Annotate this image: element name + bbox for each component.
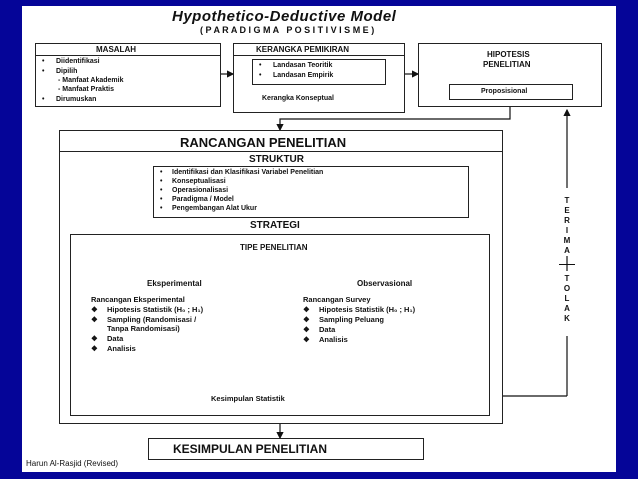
author-credit: Harun Al-Rasjid (Revised) [26, 459, 119, 468]
slide [22, 6, 616, 472]
left-item: Analisis [107, 344, 136, 353]
kesimpulan-statistik-label: Kesimpulan Statistik [211, 394, 285, 403]
tolak-letter: L [564, 294, 570, 303]
struktur-bullet: • [160, 169, 163, 176]
diagram-subtitle: ( P A R A D I G M A P O S I T I V I S M E ) [200, 25, 375, 35]
left-branch-label: Eksperimental [147, 279, 202, 288]
terima-tolak-divider [559, 264, 575, 265]
terima-letter: I [565, 226, 569, 235]
tolak-letter: A [564, 304, 570, 313]
diagram-title: Hypothetico-Deductive Model [172, 8, 397, 25]
struktur-title: STRUKTUR [249, 154, 304, 165]
rancangan-box [59, 130, 503, 424]
masalah-item: Dirumuskan [56, 96, 97, 103]
masalah-item: Dipilih [56, 68, 78, 75]
struktur-bullet: • [160, 196, 163, 203]
terima-letter: E [564, 206, 570, 215]
masalah-bullet: • [42, 96, 45, 103]
left-item: Data [107, 334, 124, 343]
struktur-item: Operasionalisasi [172, 187, 229, 194]
masalah-box [35, 43, 221, 107]
diamond-bullet: ❖ [91, 344, 98, 353]
right-item: Sampling Peluang [319, 315, 385, 324]
terima-letter: T [564, 196, 570, 205]
masalah-item: - Manfaat Akademik [58, 77, 124, 84]
right-item: Data [319, 325, 336, 334]
hipotesis-title-line2: PENELITIAN [483, 60, 531, 69]
right-item: Analisis [319, 335, 348, 344]
rancangan-title: RANCANGAN PENELITIAN [180, 135, 347, 150]
struktur-bullet: • [160, 187, 163, 194]
diamond-bullet: ❖ [303, 335, 310, 344]
kerangka-item: Landasan Empirik [273, 72, 334, 79]
right-branch-label: Observasional [357, 279, 413, 288]
terima-letter: R [564, 216, 570, 225]
diamond-bullet: ❖ [303, 315, 310, 324]
diamond-bullet: ❖ [303, 305, 310, 314]
right-design-title: Rancangan Survey [303, 295, 371, 304]
masalah-item: Diidentifikasi [56, 58, 100, 65]
kerangka-inner-box [252, 59, 386, 85]
struktur-box [153, 166, 469, 218]
kerangka-box [233, 43, 405, 113]
diamond-bullet: ❖ [91, 305, 98, 314]
masalah-title: MASALAH [96, 45, 136, 54]
kerangka-item: Landasan Teoritik [273, 62, 333, 69]
diamond-bullet: ❖ [91, 334, 98, 343]
struktur-item: Pengembangan Alat Ukur [172, 205, 257, 212]
strategi-title: STRATEGI [250, 220, 300, 231]
tolak-letter: O [563, 284, 571, 293]
tolak-letter: T [564, 274, 570, 283]
terima-letter: M [563, 236, 571, 245]
struktur-item: Konseptualisasi [172, 178, 226, 185]
terima-letter: A [564, 246, 570, 255]
kesimpulan-label: KESIMPULAN PENELITIAN [173, 442, 328, 456]
struktur-bullet: • [160, 205, 163, 212]
kerangka-bullet: • [259, 62, 262, 69]
masalah-item: - Manfaat Praktis [58, 86, 115, 93]
terima-label [559, 196, 575, 256]
struktur-item: Paradigma / Model [172, 196, 234, 203]
kerangka-bullet: • [259, 72, 262, 79]
right-item: Hipotesis Statistik (H₀ ; H₁) [319, 305, 416, 314]
proposisional-box [449, 84, 573, 100]
masalah-bullet: • [42, 68, 45, 75]
kesimpulan-box [148, 438, 424, 460]
kerangka-footer: Kerangka Konseptual [262, 95, 334, 102]
strategi-box [70, 234, 490, 416]
left-item: Tanpa Randomisasi) [107, 324, 180, 333]
struktur-bullet: • [160, 178, 163, 185]
left-design-title: Rancangan Eksperimental [91, 295, 185, 304]
tolak-letter: K [564, 314, 570, 323]
struktur-item: Identifikasi dan Klasifikasi Variabel Penelitian [172, 169, 324, 176]
tolak-label [559, 274, 575, 324]
diamond-bullet: ❖ [91, 315, 98, 324]
masalah-bullet: • [42, 58, 45, 65]
proposisional-label: Proposisional [481, 88, 528, 95]
left-item: Sampling (Randomisasi / [107, 315, 197, 324]
hipotesis-box [418, 43, 602, 107]
kerangka-title: KERANGKA PEMIKIRAN [256, 45, 350, 54]
diamond-bullet: ❖ [303, 325, 310, 334]
hipotesis-title-line1: HIPOTESIS [487, 50, 530, 59]
left-item: Hipotesis Statistik (H₀ ; H₁) [107, 305, 204, 314]
tipe-penelitian-title: TIPE PENELITIAN [240, 243, 308, 252]
